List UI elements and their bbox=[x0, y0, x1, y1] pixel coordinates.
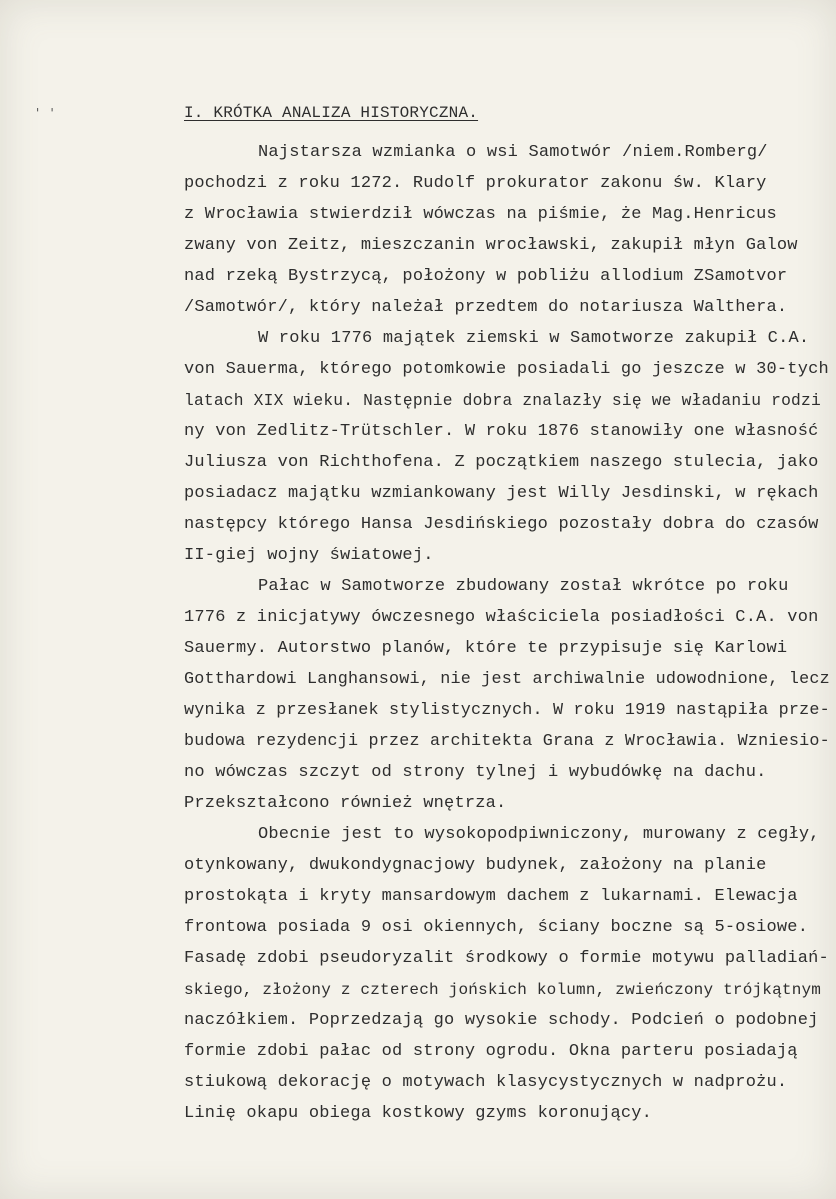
text-line: II-giej wojny światowej. bbox=[184, 546, 434, 565]
section-heading: I. KRÓTKA ANALIZA HISTORYCZNA. bbox=[184, 104, 479, 122]
text-line: Pałac w Samotworze zbudowany został wkrótce po roku bbox=[258, 577, 789, 596]
text-line: Przekształcono również wnętrza. bbox=[184, 794, 507, 813]
text-line: nad rzeką Bystrzycą, położony w pobliżu allodium ZSamotvor bbox=[184, 267, 788, 286]
text-line: z Wrocławia stwierdził wówczas na piśmie, że Mag.Henricus bbox=[184, 205, 777, 224]
text-line: skiego, złożony z czterech jońskich kolumn, zwieńczony trójkątnym bbox=[184, 981, 822, 999]
text-line: W roku 1776 majątek ziemski w Samotworze zakupił C.A. bbox=[258, 329, 810, 348]
text-line: posiadacz majątku wzmiankowany jest Willy Jesdinski, w rękach bbox=[184, 484, 819, 503]
text-line: następcy którego Hansa Jesdińskiego pozostały dobra do czasów bbox=[184, 515, 819, 534]
text-line: Linię okapu obiega kostkowy gzyms koronujący. bbox=[184, 1104, 653, 1123]
text-line: otynkowany, dwukondygnacjowy budynek, założony na planie bbox=[184, 856, 767, 875]
text-line: no wówczas szczyt od strony tylnej i wybudówkę na dachu. bbox=[184, 763, 767, 782]
text-line: Obecnie jest to wysokopodpiwniczony, murowany z cegły, bbox=[258, 825, 820, 844]
text-line: stiukową dekorację o motywach klasycystycznych w nadprożu. bbox=[184, 1073, 788, 1092]
text-line: Najstarsza wzmianka o wsi Samotwór /niem.Romberg/ bbox=[258, 143, 768, 162]
text-line: wynika z przesłanek stylistycznych. W roku 1919 nastąpiła prze- bbox=[184, 701, 830, 720]
text-line: 1776 z inicjatywy ówczesnego właściciela posiadłości C.A. von bbox=[184, 608, 819, 627]
text-line: frontowa posiada 9 osi okiennych, ściany boczne są 5-osiowe. bbox=[184, 918, 809, 937]
text-line: pochodzi z roku 1272. Rudolf prokurator zakonu św. Klary bbox=[184, 174, 767, 193]
text-line: budowa rezydencji przez architekta Grana z Wrocławia. Wzniesio- bbox=[184, 732, 830, 751]
text-line: von Sauerma, którego potomkowie posiadali go jeszcze w 30-tych bbox=[184, 360, 829, 379]
text-line: formie zdobi pałac od strony ogrodu. Okna parteru posiadają bbox=[184, 1042, 798, 1061]
text-line: prostokąta i kryty mansardowym dachem z lukarnami. Elewacja bbox=[184, 887, 798, 906]
text-line: Juliusza von Richthofena. Z początkiem naszego stulecia, jako bbox=[184, 453, 819, 472]
text-line: ny von Zedlitz-Trütschler. W roku 1876 stanowiły one własność bbox=[184, 422, 819, 441]
text-line: latach XIX wieku. Następnie dobra znalazły się we władaniu rodzi bbox=[184, 391, 821, 410]
text-line: Sauermy. Autorstwo planów, które te przypisuje się Karlowi bbox=[184, 639, 788, 658]
text-line: Fasadę zdobi pseudoryzalit środkowy o formie motywu palladiań- bbox=[184, 949, 829, 968]
text-line: naczółkiem. Poprzedzają go wysokie schody. Podcień o podobnej bbox=[184, 1011, 819, 1030]
text-line: zwany von Zeitz, mieszczanin wrocławski, zakupił młyn Galow bbox=[184, 236, 798, 255]
text-line: /Samotwór/, który należał przedtem do notariusza Walthera. bbox=[184, 298, 788, 317]
margin-mark: ' ' bbox=[34, 106, 56, 120]
text-line: Gotthardowi Langhansowi, nie jest archiwalnie udowodnione, lecz bbox=[184, 670, 830, 689]
